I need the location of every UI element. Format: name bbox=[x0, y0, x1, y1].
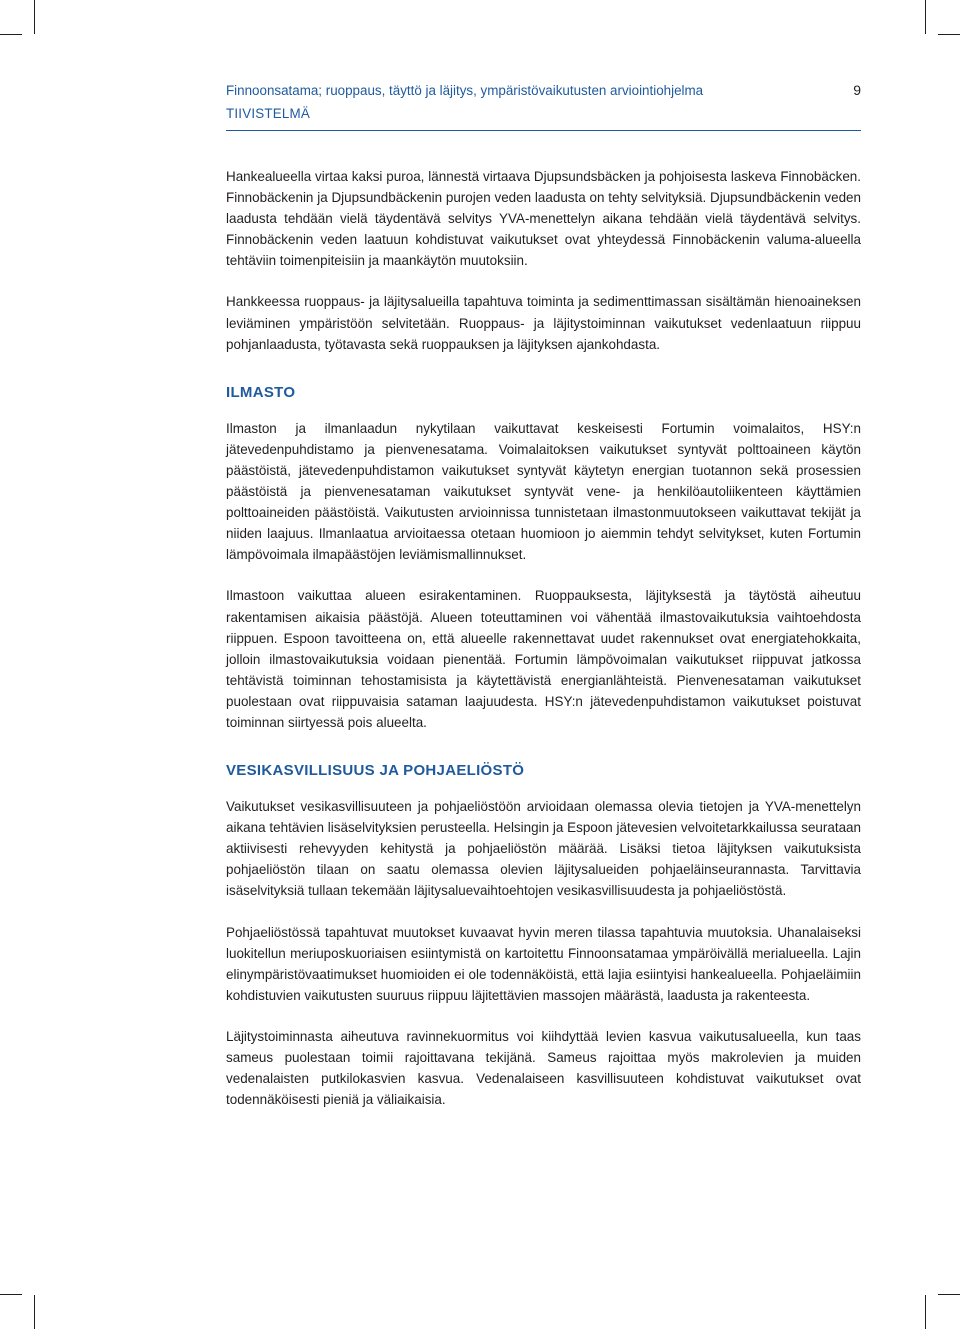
crop-mark-right-bottom bbox=[938, 1294, 960, 1295]
body-paragraph: Hankealueella virtaa kaksi puroa, lännestä virtaava Djupsundsbäcken ja pohjoisesta laskeva Finnobäcken. Finnobäckenin ja Djupsundbäckenin purojen veden laadusta on tehty selvityksiä. Djupsundbäckenin veden laadusta tehdään vielä täydentävä selvitys YVA-menettelyn aikana tehdään vielä täydentävä selvitys. Finnobäckenin veden laatuun kohdistuvat vaikutukset ovat yhteydessä Finnobäckenin valuma-alueella tehtäviin toimenpiteisiin ja maankäytön muutoksiin. bbox=[226, 169, 861, 269]
page-body bbox=[226, 166, 861, 1110]
document-title: Finnoonsatama; ruoppaus, täyttö ja läjitys, ympäristövaikutusten arviointiohjelma bbox=[226, 83, 704, 98]
crop-mark-left-top bbox=[0, 34, 22, 35]
body-paragraph: Hankkeessa ruoppaus- ja läjitysalueilla tapahtuva toiminta ja sedimenttimassan sisältämän hienoaineksen leviäminen ympäristöön selvitetään. Ruoppaus- ja läjitystoiminnan vaikutukset vedenlaatuun riippuu pohjanlaadusta, työtavasta sekä ruoppauksen ja läjityksen ajankohdasta. bbox=[226, 294, 861, 352]
crop-mark-right-top bbox=[938, 34, 960, 35]
header-rule bbox=[226, 130, 861, 131]
crop-mark-left-bottom bbox=[0, 1294, 22, 1295]
body-paragraph: Ilmaston ja ilmanlaadun nykytilaan vaikuttavat keskeisesti Fortumin voimalaitos, HSY:n jätevedenpuhdistamo ja pienvenesatama. Voimalaitoksen vaikutukset syntyvät polttoaineen käytön päästöistä, jätevedenpuhdistamon vaikutukset syntyvät käytetyn energian tuotannon sekä prosessien päästöistä ja pienvenesataman vaikutukset syntyvät vene- ja henkilöautoliikenteen käyttämien polttoaineiden päästöistä. Vaikutusten arvioinnissa tunnistetaan ilmastonmuutokseen vaikuttavat tekijät ja niiden laajuus. Ilmanlaatua arvioitaessa otetaan huomioon jo aiemmin tehdyt selvitykset, kuten Fortumin lämpövoimala ilmapäästöjen leviämismallinnukset. bbox=[226, 420, 861, 563]
page-number: 9 bbox=[853, 82, 861, 98]
body-paragraph: Ilmastoon vaikuttaa alueen esirakentaminen. Ruoppauksesta, läjityksestä ja täytöstä aiheutuu rakentamisen aikaisia päästöjä. Alueen toteuttaminen voi vähentää ilmastovaikutuksia vaihtoehdosta riippuen. Espoon tavoitteena on, että alueelle rakennettavat uudet rakennukset ovat energiatehokkaita, jolloin ilmastovaikutuksia voidaan pienentää. Fortumin lämpövoimalan vaikutukset riippuvat jatkossa tehtävistä toiminnan tehostamisista ja käytettävistä energianlähteistä. Pienvenesataman vaikutukset puolestaan ovat riippuvaisia sataman laajuudesta. HSY:n jätevedenpuhdistamon vaikutukset poistuvat toiminnan siirtyessä pois alueelta. bbox=[226, 588, 861, 730]
body-paragraph: Vaikutukset vesikasvillisuuteen ja pohjaeliöstöön arvioidaan olemassa olevia tietojen ja YVA-menettelyn aikana tehtävien lisäselvityksien perusteella. Helsingin ja Espoon jätevesien velvoitetarkkailussa seurataan aktiivisesti rehevyyden kehitystä ja pohjaeliöstön määrää. Lisäksi tietoa läjityksen vaikutuksista pohjaeliöstön tilaan on saatu olemassa olevien läjitysalueiden pohjaeläinseurannasta. Tarvittavia isäselvityksiä tullaan tekemään läjitysaluevaihtoehtojen vesikasvillisuudesta ja pohjaeliöstöstä. bbox=[226, 799, 861, 899]
crop-mark-top-left bbox=[34, 0, 35, 34]
section-heading-ilmasto: ILMASTO bbox=[226, 383, 296, 401]
crop-mark-bottom-right bbox=[925, 1295, 926, 1329]
body-paragraph: Läjitystoiminnasta aiheutuva ravinnekuormitus voi kiihdyttää levien kasvua vaikutusalueella, kun taas sameus puolestaan toimii rajoittavana tekijänä. Sameus rajoittaa myös makrolevien ja muiden vedenalaisten putkilokasvien kasvua. Vedenalaiseen kasvillisuuteen kohdistuvat vaikutukset ovat todennäköisesti pieniä ja väliaikaisia. bbox=[226, 1028, 861, 1108]
section-label: TIIVISTELMÄ bbox=[226, 106, 311, 121]
section-heading-vesikasvillisuus: VESIKASVILLISUUS JA POHJAELIÖSTÖ bbox=[226, 762, 525, 780]
running-header bbox=[226, 80, 861, 131]
crop-mark-top-right bbox=[925, 0, 926, 34]
body-paragraph: Pohjaeliöstössä tapahtuvat muutokset kuvaavat hyvin meren tilassa tapahtuvia muutoksia. Uhanalaiseksi luokitellun meriuposkuoriaisen esiintymistä on kartoitettu Finnoonsatamaa ympäröivällä merialueella. Lajin elinympäristövaatimukset huomioiden ei ole todennäköistä, että lajia esiintyisi hankealueella. Pohjaeläimiin kohdistuvien vaikutusten suuruus riippuu läjitettävien massojen määrästä, laadusta ja rakenteesta. bbox=[226, 924, 861, 1003]
crop-mark-bottom-left bbox=[34, 1295, 35, 1329]
